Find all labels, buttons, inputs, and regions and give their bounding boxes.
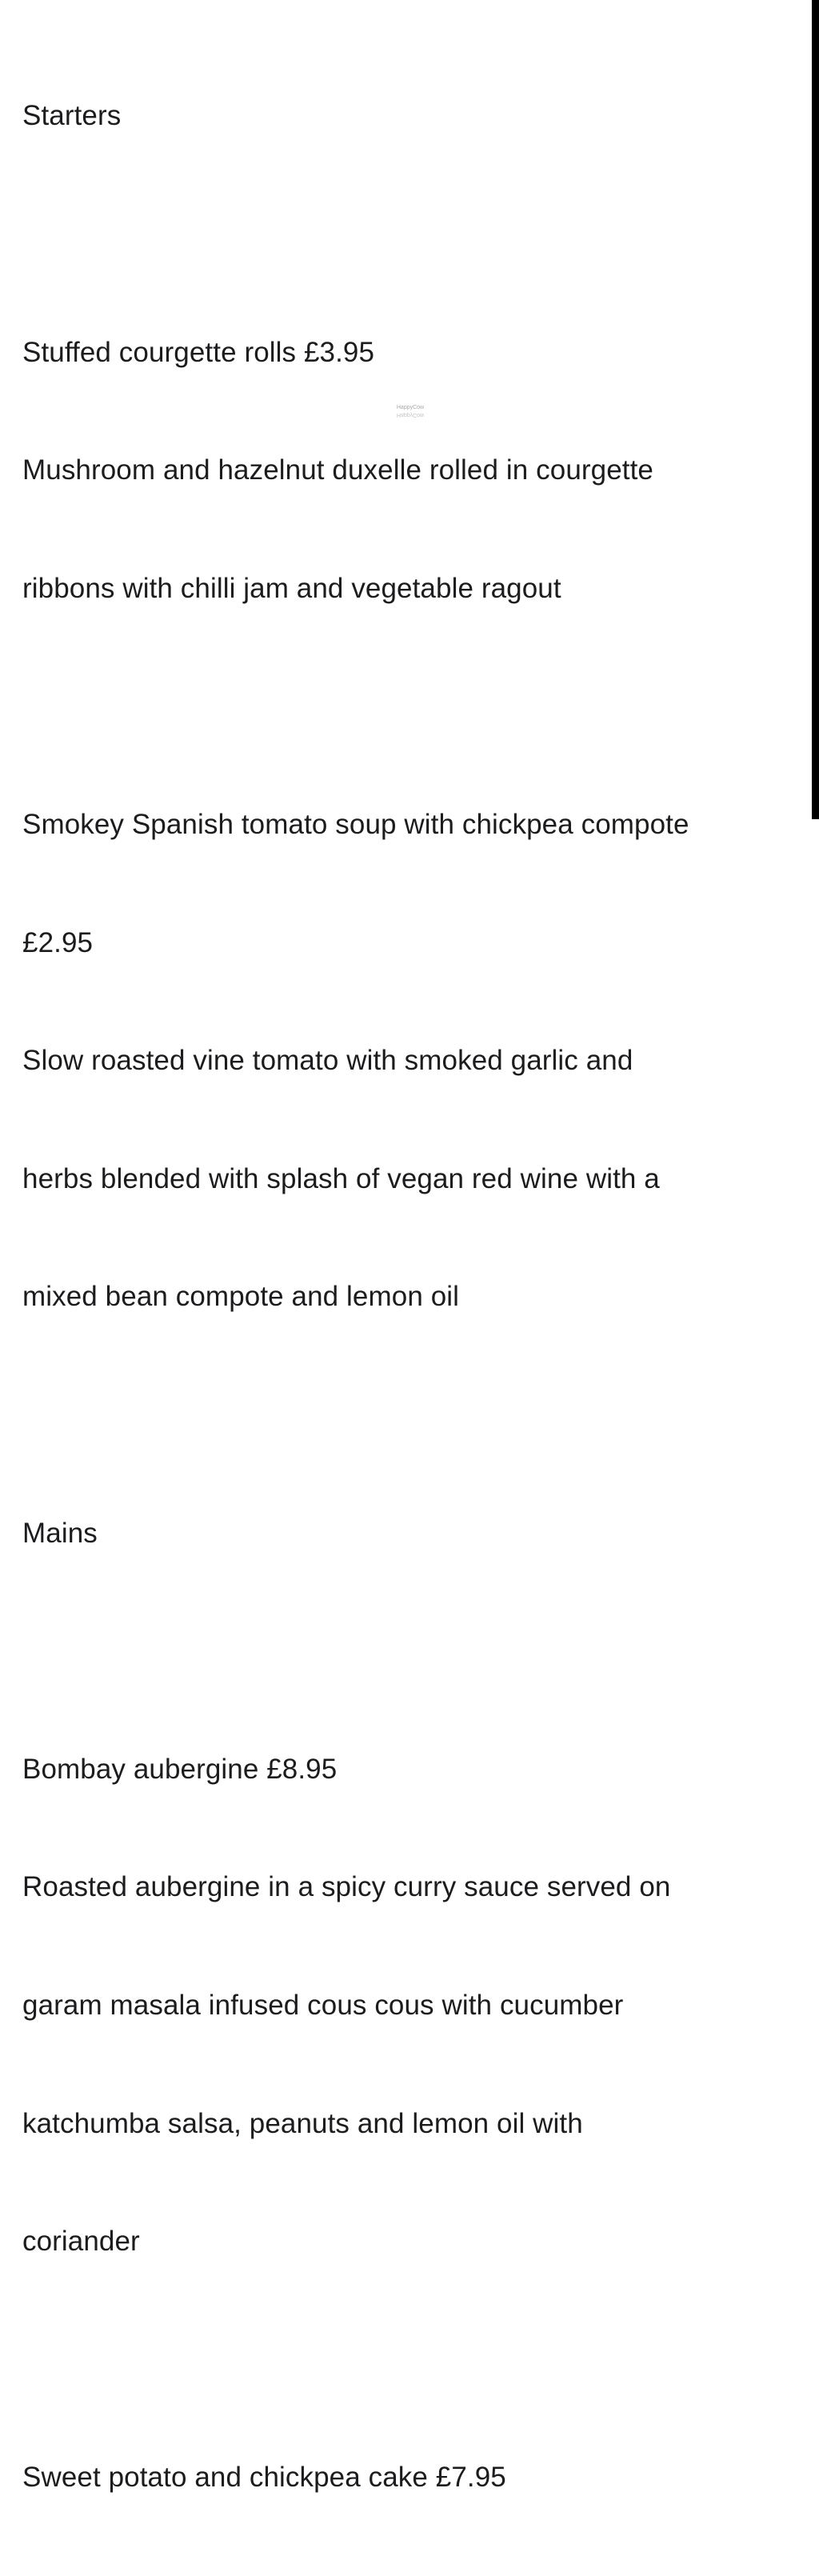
main-1-description-line: katchumba salsa, peanuts and lemon oil with [22, 2107, 583, 2139]
starters-heading: Starters [22, 100, 122, 132]
main-1-description-line: Roasted aubergine in a spicy curry sauce served on [22, 1871, 671, 1903]
screen-edge-border [812, 0, 819, 819]
happycow-watermark [393, 405, 428, 418]
blank-line [22, 1631, 790, 1670]
starter-2-description-line: Slow roasted vine tomato with smoked garlic and [22, 1045, 633, 1077]
blank-line [22, 1395, 790, 1434]
main-1-description-line: garam masala infused cous cous with cucumber [22, 1989, 624, 2021]
blank-line [22, 686, 790, 726]
main-2-title: Sweet potato and chickpea cake £7.95 [22, 2462, 506, 2494]
starter-2-description-line: herbs blended with splash of vegan red wine with a [22, 1162, 660, 1194]
main-1-description-line: coriander [22, 2226, 140, 2258]
menu-note-text[interactable] [22, 18, 790, 2576]
starter-2-description-line: mixed bean compote and lemon oil [22, 1281, 460, 1313]
main-1-title: Bombay aubergine £8.95 [22, 1753, 338, 1785]
watermark-text: HappyCow [396, 405, 425, 410]
watermark-text: HappyCow [396, 412, 425, 418]
starter-2-price: £2.95 [22, 926, 94, 958]
starter-1-description-line: ribbons with chilli jam and vegetable ragout [22, 572, 561, 604]
starter-1-title: Stuffed courgette rolls £3.95 [22, 336, 375, 368]
mains-heading: Mains [22, 1517, 98, 1549]
blank-line [22, 214, 790, 254]
starter-2-title: Smokey Spanish tomato soup with chickpea compote [22, 808, 689, 840]
starter-1-description-line: Mushroom and hazelnut duxelle rolled in courgette [22, 454, 653, 486]
blank-line [22, 2340, 790, 2379]
